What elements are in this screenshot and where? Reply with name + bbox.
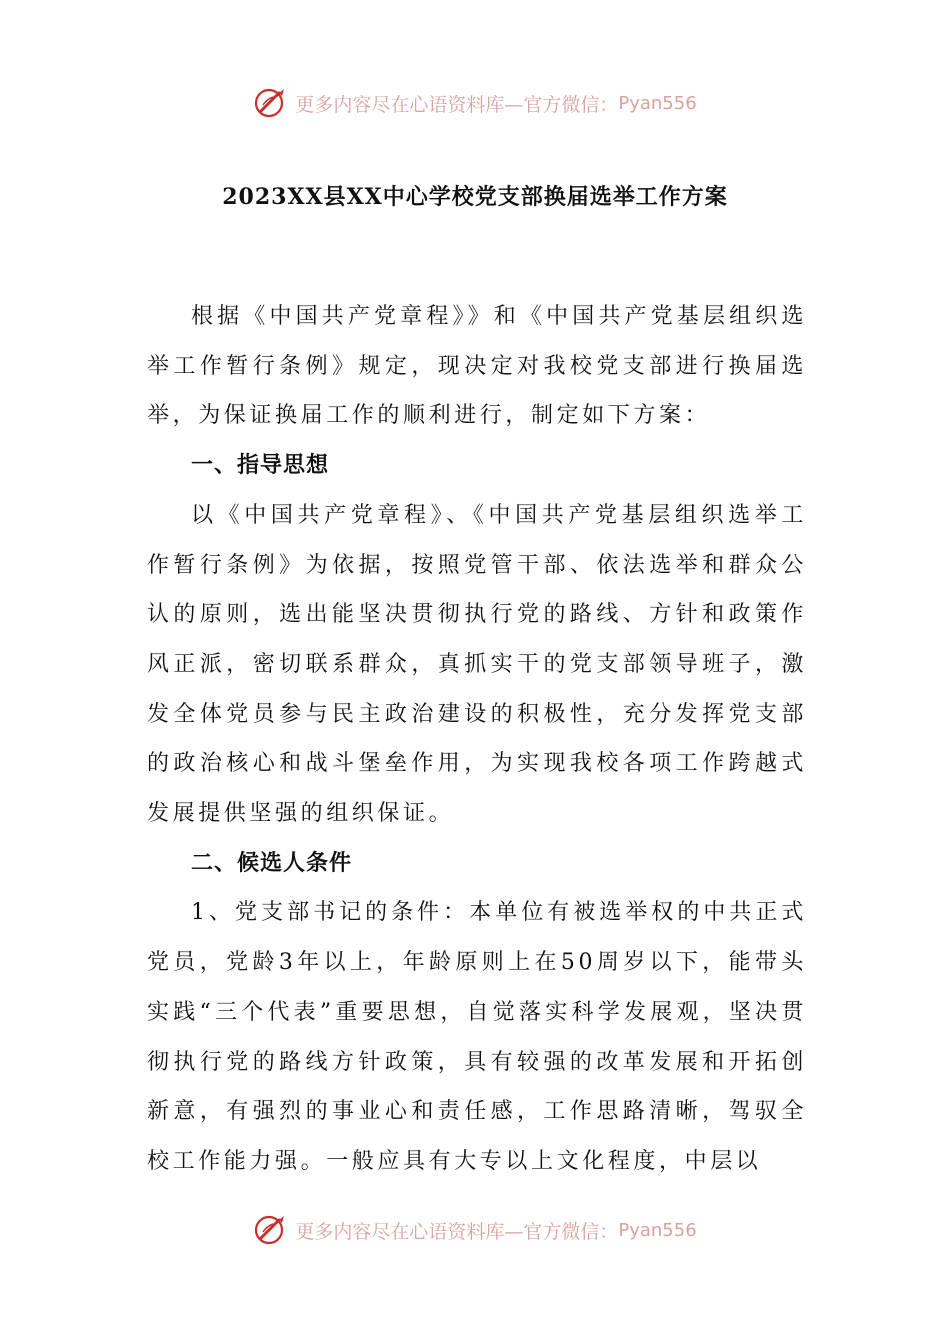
- section-heading-guiding-ideology: 一、指导思想: [191, 453, 330, 479]
- section-heading-candidate-conditions: 二、候选人条件: [191, 850, 353, 876]
- document-body: [147, 292, 807, 1187]
- watermark-text: 更多内容尽在心语资料库—官方微信：: [295, 93, 619, 116]
- section2-item1-paragraph: 1、党支部书记的条件：本单位有被选举权的中共正式党员，党龄3年以上，年龄原则上在50周岁以下，能带头实践“三个代表”重要思想，自觉落实科学发展观，坚决贯彻执行党的路线方针政策，具有较强的改革发展和开拓创新意，有强烈的事业心和责任感，工作思路清晰，驾驭全校工作能力强。一般应具有大专以上文化程度，中层以: [147, 900, 807, 1174]
- pen-logo-icon: [253, 1212, 289, 1248]
- document-title: 2023XX县XX中心学校党支部换届选举工作方案: [222, 184, 728, 210]
- section1-paragraph: 以《中国共产党章程》、《中国共产党基层组织选举工作暂行条例》为依据，按照党管干部、依法选举和群众公认的原则，选出能坚决贯彻执行党的路线、方针和政策作风正派，密切联系群众，真抓实干的党支部领导班子，激发全体党员参与民主政治建设的积极性，充分发挥党支部的政治核心和战斗堡垒作用，为实现我校各项工作跨越式发展提供坚强的组织保证。: [147, 502, 807, 827]
- watermark-banner-top: [0, 83, 950, 123]
- watermark-text: 更多内容尽在心语资料库—官方微信：: [295, 1220, 619, 1243]
- watermark-wechat-id: Pyan556: [618, 1219, 697, 1241]
- watermark-banner-bottom: [0, 1210, 950, 1250]
- pen-logo-icon: [253, 85, 289, 121]
- watermark-wechat-id: Pyan556: [618, 92, 697, 114]
- intro-paragraph: 根据《中国共产党章程》》和《中国共产党基层组织选举工作暂行条例》规定，现决定对我校党支部进行换届选举，为保证换届工作的顺利进行，制定如下方案：: [147, 304, 807, 429]
